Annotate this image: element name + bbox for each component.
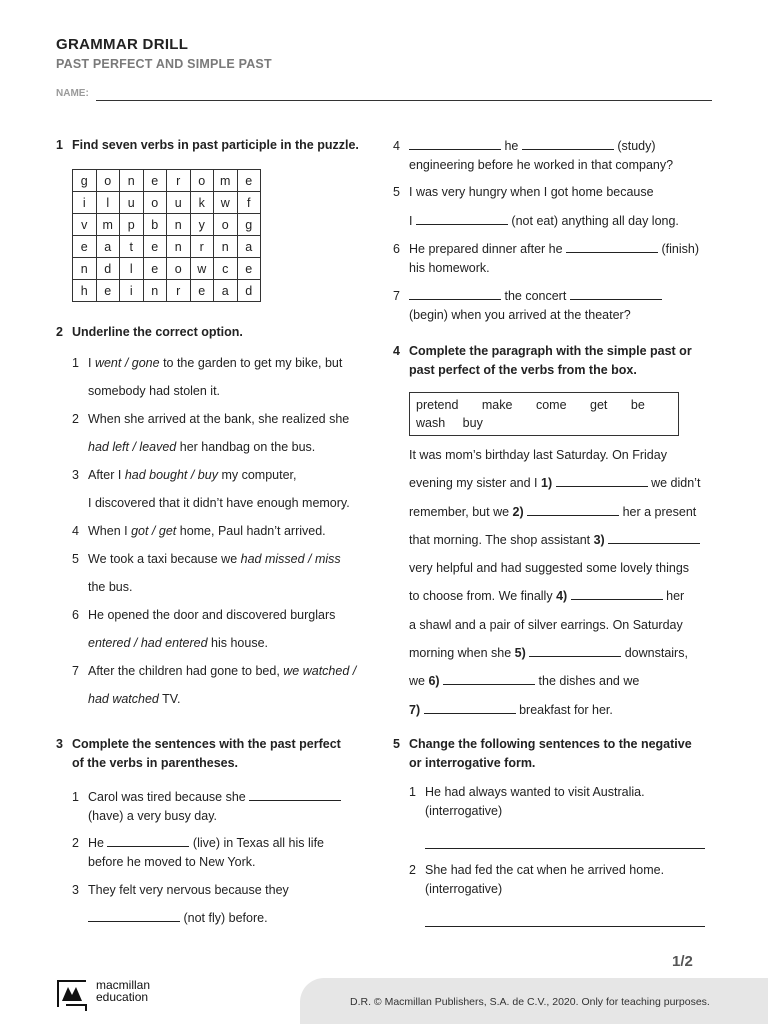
grid-cell[interactable]: l [120,258,144,280]
answer-blank[interactable] [443,672,535,685]
grid-cell[interactable]: r [190,236,214,258]
grid-cell[interactable]: n [143,280,167,302]
grid-cell[interactable]: r [167,170,191,192]
answer-blank[interactable] [570,287,662,300]
answer-blank[interactable] [529,644,621,657]
verb-word: wash [416,416,446,430]
section-1-heading: 1 Find seven verbs in past participle in the puzzle. [56,138,359,152]
s5-item-1: 1 He had always wanted to visit Australia. (interrogative) [409,785,645,818]
section-2-heading: 2 Underline the correct option. [56,325,243,339]
grid-cell[interactable]: i [73,192,97,214]
grid-cell[interactable]: d [237,280,261,302]
grid-cell[interactable]: w [214,192,238,214]
answer-blank[interactable] [522,137,614,150]
copyright-text: D.R. © Macmillan Publishers, S.A. de C.V., 2020. Only for teaching purposes. [350,996,710,1008]
s2-item-6: 6 He opened the door and discovered burglars entered / had entered his house. [72,608,336,650]
grid-cell[interactable]: o [214,214,238,236]
answer-blank[interactable] [409,137,501,150]
grid-cell[interactable]: a [214,280,238,302]
grid-cell[interactable]: o [190,170,214,192]
answer-line[interactable] [425,847,705,849]
grid-cell[interactable]: n [214,236,238,258]
s3-item-3: 3 They felt very nervous because they (not fly) before. [72,883,289,925]
grid-cell[interactable]: f [237,192,261,214]
answer-blank[interactable] [416,212,508,225]
grid-cell[interactable]: e [237,170,261,192]
section-2-items [72,349,382,713]
grid-cell[interactable]: u [167,192,191,214]
grid-cell[interactable]: b [143,214,167,236]
grid-cell[interactable]: a [237,236,261,258]
s2-item-1: 1 I went / gone to the garden to get my bike, but somebody had stolen it. [72,356,343,398]
section-3 [56,735,374,773]
s2-item-2: 2 When she arrived at the bank, she realized she had left / leaved her handbag on the bus. [72,412,350,454]
left-column [56,136,374,155]
s2-item-4: 4 When I got / get home, Paul hadn’t arrived. [72,524,326,538]
s3-item-5: 5 I was very hungry when I got home because I (not eat) anything all day long. [393,185,679,228]
answer-blank[interactable] [556,474,648,487]
section-4-paragraph: It was mom’s birthday last Saturday. On Friday evening my sister and I 1) we didn’t remember, but we 2) her a present that morning. The shop assistant 3) very helpful and had suggested some lovely things to choose from. We finally 4) her a shawl and a pair of silver earrings. On Saturday morning when she 5) downstairs, we 6) the dishes and we 7) breakfast for her. [409,448,701,717]
section-5-items [409,783,709,927]
grid-cell[interactable]: y [190,214,214,236]
macmillan-logo [56,977,156,1011]
grid-row [73,258,261,280]
grid-cell[interactable]: n [120,170,144,192]
s3-item-2: 2 He (live) in Texas all his life before he moved to New York. [72,836,324,869]
grid-cell[interactable]: c [214,258,238,280]
grid-cell[interactable]: n [167,236,191,258]
answer-blank[interactable] [88,909,180,922]
grid-row [73,280,261,302]
grid-cell[interactable]: o [167,258,191,280]
s3-item-4: 4 he (study) engineering before he worked in that company? [393,139,674,172]
answer-blank[interactable] [571,587,663,600]
section-5 [393,735,713,773]
grid-cell[interactable]: a [96,236,120,258]
grid-cell[interactable]: o [143,192,167,214]
name-line[interactable] [96,100,712,101]
section-4 [393,342,713,380]
worksheet-title: GRAMMAR DRILL [56,36,189,53]
grid-cell[interactable]: e [73,236,97,258]
grid-cell[interactable]: e [96,280,120,302]
grid-cell[interactable]: e [237,258,261,280]
name-row [56,86,712,102]
page-number: 1/2 [672,953,693,970]
grid-cell[interactable]: e [143,258,167,280]
grid-cell[interactable]: n [73,258,97,280]
verb-box [409,392,679,436]
grid-cell[interactable]: h [73,280,97,302]
grid-cell[interactable]: g [237,214,261,236]
s2-item-5: 5 We took a taxi because we had missed / miss the bus. [72,552,341,594]
answer-blank[interactable] [566,240,658,253]
answer-blank[interactable] [409,287,501,300]
verb-word: pretend [416,398,459,412]
section-5-heading: 5 Change the following sentences to the negative or interrogative form. [393,737,692,770]
grid-row [73,192,261,214]
name-label: NAME: [56,88,89,99]
grid-row [73,170,261,192]
grid-cell[interactable]: e [143,236,167,258]
grid-cell[interactable]: u [120,192,144,214]
section-3-items-right [393,137,713,325]
section-3-heading: 3 Complete the sentences with the past perfect of the verbs in parentheses. [56,737,341,770]
grid-row [73,214,261,236]
grid-cell[interactable]: r [167,280,191,302]
grid-cell[interactable]: i [120,280,144,302]
answer-line[interactable] [425,925,705,927]
grid-row [73,236,261,258]
worksheet-subtitle: PAST PERFECT AND SIMPLE PAST [56,57,272,71]
grid-cell[interactable]: p [120,214,144,236]
grid-cell[interactable]: d [96,258,120,280]
grid-cell[interactable]: v [73,214,97,236]
s2-item-3: 3 After I had bought / buy my computer, I discovered that it didn’t have enough memory. [72,468,350,510]
grid-cell[interactable]: e [190,280,214,302]
grid-cell[interactable]: e [143,170,167,192]
grid-cell[interactable]: m [96,214,120,236]
verb-word: be [630,398,645,412]
grid-cell[interactable]: o [96,170,120,192]
section-3-items-left [72,788,382,932]
answer-blank[interactable] [424,701,516,714]
s3-item-7: 7 the concert (begin) when you arrived at the theater? [393,287,713,325]
verb-word: come [535,398,567,412]
grid-cell[interactable]: t [120,236,144,258]
answer-blank[interactable] [249,788,341,801]
section-4-heading: 4 Complete the paragraph with the simple past or past perfect of the verbs from the box. [393,344,692,377]
verb-word: get [590,398,608,412]
verb-word: make [481,398,513,412]
verb-word: buy [462,416,483,430]
grid-cell[interactable]: m [214,170,238,192]
s3-item-1: 1 Carol was tired because she (have) a very busy day. [72,788,382,826]
grid-cell[interactable]: n [167,214,191,236]
section-2 [56,323,374,342]
s5-item-2: 2 She had fed the cat when he arrived home. (interrogative) [409,863,665,896]
answer-blank[interactable] [608,531,700,544]
word-puzzle-grid [72,169,261,302]
logo-text: macmillan education [96,978,151,1004]
grid-cell[interactable]: g [73,170,97,192]
s2-item-7: 7 After the children had gone to bed, we watched / had watched TV. [72,664,357,706]
answer-blank[interactable] [527,503,619,516]
s3-item-6: 6 He prepared dinner after he (finish) his homework. [393,242,700,275]
grid-cell[interactable]: w [190,258,214,280]
grid-cell[interactable]: k [190,192,214,214]
grid-cell[interactable]: l [96,192,120,214]
answer-blank[interactable] [107,834,189,847]
